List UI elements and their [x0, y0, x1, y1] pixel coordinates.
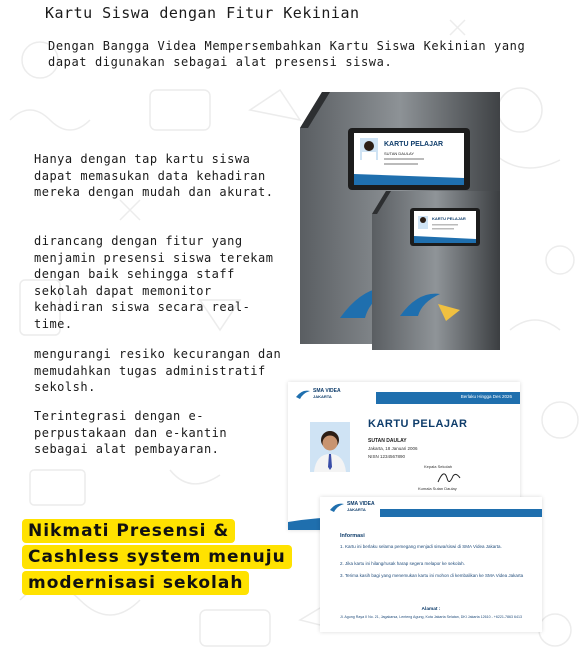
kiosk-screen-name: SUTAN DAULAY: [384, 151, 415, 156]
card-title: KARTU PELAJAR: [368, 418, 468, 430]
card-back-band: [380, 505, 542, 519]
school-name: SMA VIDEA: [347, 501, 375, 507]
kiosk-screen-label: KARTU PELAJAR: [384, 141, 444, 148]
feature-text-realtime: dirancang dengan fitur yang menjamin presensi siswa terekam dengan baik sehingga staff sekolah dapat memonitor kehadiran siswa secara real-time.: [34, 234, 274, 331]
school-name: SMA VIDEA: [313, 388, 341, 394]
school-address: Jl. Agung Raya II No. 21, Jagakarsa, Lenteng Agung, Kota Jakarta Selatan, DKI Jakarta 12610 - +6221-7863 6413: [339, 615, 523, 619]
card-validity: Berlaku Hingga Des 2026: [460, 394, 512, 399]
student-photo: [310, 422, 350, 472]
page-title: Kartu Siswa dengan Fitur Kekinian: [45, 4, 360, 22]
school-city: JAKARTA: [347, 507, 366, 512]
principal-label: Kepala Sekolah: [424, 464, 453, 469]
principal-name: Kumala Sutan Daulay: [418, 486, 457, 491]
student-birth: Jakarta, 18 Januari 2006: [368, 446, 418, 451]
school-logo-icon: [330, 502, 344, 512]
info-item: 3. Terima kasih bagi yang menemukan kartu ini mohon di kembalikan ke SMA Videa Jakarta: [340, 573, 524, 578]
school-logo-icon: [296, 389, 310, 399]
school-city: JAKARTA: [313, 394, 332, 399]
feature-text-integration: Terintegrasi dengan e-perpustakaan dan e-kantin sebagai alat pembayaran.: [34, 409, 228, 456]
signature-icon: [436, 470, 462, 486]
info-title: Informasi: [340, 533, 365, 539]
intro-text: Dengan Bangga Videa Mempersembahkan Kartu Siswa Kekinian yang dapat digunakan sebagai alat presensi siswa.: [48, 39, 526, 69]
address-title: Alamat :: [421, 607, 441, 612]
kiosk-screen-label: KARTU PELAJAR: [432, 216, 466, 221]
info-item: 2. Jika kartu ini hilang/rusak harap segera melapor ke sekolah.: [340, 561, 465, 566]
highlight-banner: [22, 519, 304, 597]
school-logo: [296, 388, 341, 400]
feature-text-anti-fraud: mengurangi resiko kecurangan dan memudahkan tugas administratif sekolsh.: [34, 347, 282, 394]
student-name: SUTAN DAULAY: [368, 438, 407, 444]
feature-text-tap: Hanya dengan tap kartu siswa dapat memasukan data kehadiran mereka dengan mudah dan akurat.: [34, 152, 274, 199]
school-logo: [330, 501, 375, 513]
highlight-line: Nikmati Presensi &: [22, 519, 235, 543]
highlight-line: modernisasi sekolah: [22, 571, 249, 595]
attendance-kiosk-small: [372, 188, 500, 353]
highlight-line: Cashless system menuju: [22, 545, 292, 569]
info-item: 1. Kartu ini berlaku selama pemegang menjadi siswa/siswi di SMA Videa Jakarta.: [340, 544, 502, 549]
student-card-back: [320, 497, 542, 632]
student-nisn: NISN 1234567890: [368, 454, 406, 459]
